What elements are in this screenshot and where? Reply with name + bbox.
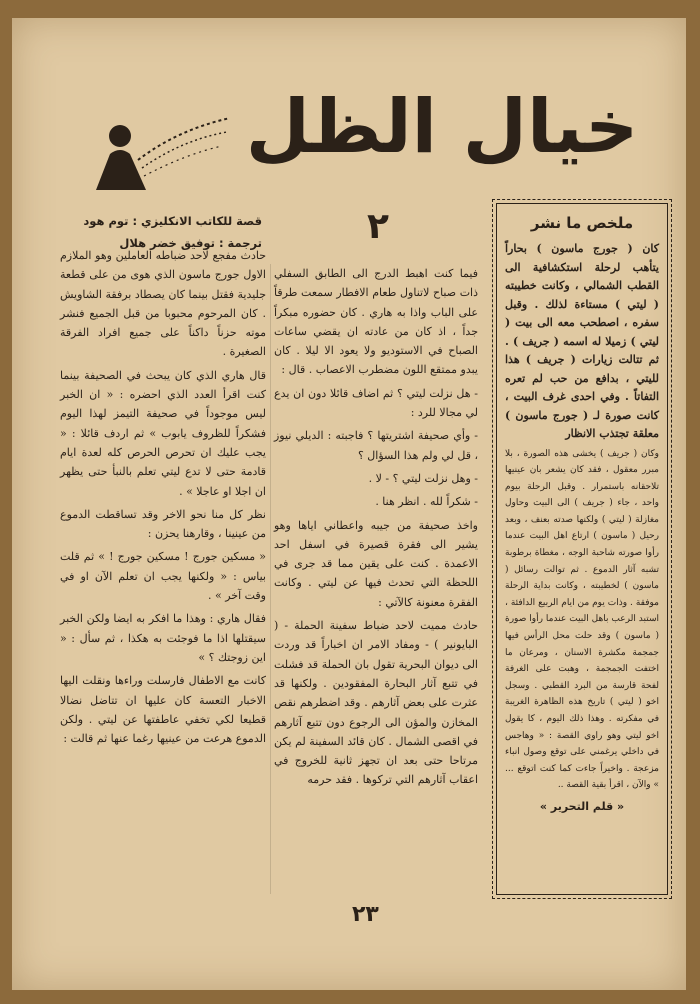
paragraph: - وأي صحيفة اشتريتها ؟ فاجبته : الديلي نيوز ، قل لي ولم هذا السؤال ؟ [274,429,478,462]
middle-text-column [274,264,478,794]
summary-lead-text: كان ( جورج ماسون ) بحاراً يتأهب لرحلة استكشافية الى القطب الشمالي ، وكانت خطيبته ( ليتي ) مستاءة لذلك . وقبل سفره ، اصطحب معه الى بيت ( ليتي ) زميلا له اسمه ( جريف ) . ثم تتالت زيارات ( جريف ) هذا لليتي ، بدافع من حب لم تعره التفاتاً . وفي احدى غرف البيت ، كانت صورة لـ ( جورج ماسون ) معلقة تجتذب الانظار [505,242,659,440]
left-text-column [60,246,266,752]
author-credit: قصة للكاتب الانكليزي : توم هود [83,214,262,228]
translator-credit: ترجمة : توفيق خضر هلال [119,236,262,250]
story-title: خيال الظل [245,84,639,170]
paragraph: - هل نزلت ليتي ؟ ثم اضاف قائلا دون ان يدع لي مجالا للرد : [274,386,478,420]
shadow-figure-illustration [82,110,232,200]
part-number: ٢ [367,206,389,247]
paragraph: حادث مميت لاحد ضباط سفينة الحملة - ( البايونير ) - ومفاد الامر ان اخباراً قد وردت الى ديوان البحرية تقول بان الحملة قد فشلت في تتبع آثار البحارة المفقودين . ولكنها قد عثرت على بعض آثارهم . وقد اضطرهم نقص المخازن والمؤن الى الرجوع دون تتبع آثارهم في اقصى الشمال . كان قائد السفينة لم يكن مرتاحا حتى بعد ان تجهز ثانية للخروج في اعقاب آثارهم التي تركوها . فقد حرمه [274,619,478,787]
paragraph: حادث مفجع لاحد ضباطه العاملين وهو الملازم الاول جورج ماسون الذي هوى من على قطعة جليدية فقتل بينما كان يصطاد برفقة الشاويش . كان المرحوم محبوبا من قبل الجميع فنشر موته حزناً داكناً على جميع افراد الفرقة الصغيرة . [60,249,266,359]
paragraph: نظر كل منا نحو الاخر وقد تساقطت الدموع من عينينا ، وقارهنا يحزن : [60,507,266,541]
paragraph: - شكراً لله . انظر هنا . [375,495,478,509]
summary-title: ملخص ما نشر [530,214,634,232]
summary-body-text: وكان ( جريف ) يخشى هذه الصورة ، بلا مبرر معقول ، فقد كان يشعر بان عينيها تلاحقانه باستمرار . وقبل الرحلة بيوم واحد ، جاء ( جريف ) الى البيت وحاول مغازلة ( ليتي ) ولكنها صدته بعنف ، وبعد رحيل ( ماسون ) ارتاع اهل البيت عندما رأوا صورته شاحبة الوجه ، مغطاة برطوبة تشبه آثار الدموع . ثم توالت رسائل ( ماسون ) لخطيبته ، وكانت بداية الرحلة موفقة . وذات يوم من ايام الربيع الدافئة ، استبد الرعب باهل البيت عندما رأوا صورة ( ماسون ) وقد حلت محل الرأس فيها جمجمة مكشرة الاسنان ، ومرعان ما اختفت الجمجمة ، وهبت على الغرفة لفحة قارسة من البرد القطبي . وسجل اخو ( ليتي ) تاريخ هذه الظاهرة الغريبة في مفكرته . وهذا ذلك اليوم ، كا يقول اخو ليتي وهو راوي القصة : « وهاجس في داخلي يرغمني على توقع وصول انباء مزعجة . واخيراً جاءت كما كنت اتوقع ... » والآن ، اقرأ بقية القصة .. [505,448,659,791]
magazine-page [12,18,686,990]
paragraph: واخذ صحيفة من جيبه واعطاني اياها وهو يشير الى فقرة قصيرة في اسفل احد الاعمدة . كنت على يقين مما قد جرى في اللحظة التي تحدث فيها عن ليتي . وكانت الفقرة معنونة كالآتي : [274,518,478,609]
paragraph: كانت مع الاطفال فارسلت وراءها ونقلت اليها الاخبار التعسة كان عليها ان تتاضل نضالا قطيعا لكي تخفي عاطفتها عن ليتي . ولكن الدموع هرعت من عينيها رغما عنها ثم قالت : [60,674,266,746]
page-number: ٢٣ [352,902,379,927]
paragraph: « مسكين جورج ! مسكين جورج ! » ثم قلت بياس : « ولكنها يجب ان تعلم الآن او في وقت آخر » . [60,550,266,603]
paragraph: فيما كنت اهبط الدرج الى الطابق السفلي ذات صباح لاتناول طعام الافطار سمعت طرقاً على الباب واذا به هاري . كان حضوره مبكراً جداً ، اذ كان من عادته ان يقضي ساعات الصباح في الاستوديو ولا يعود الا ليلا . كان يبدو ممتقع اللون مضطرب الاعصاب . قال : [274,267,478,377]
paragraph: فقال هاري : وهذا ما افكر به ايضا ولكن الخبر سيقتلها اذا ما فوجئت به هكذا ، ثم سأل : « اين زوجتك ؟ » [60,612,266,664]
summary-box [496,203,668,895]
paragraph: قال هاري الذي كان يبحث في الصحيفة بينما كنت اقرأ العدد الذي احضره : « ان الخبر ليس موجوداً في صحيفة التيمز لهذا اليوم فشكراً للظروف يابوب » ثم اردف قائلا : « يجب عليك ان تحرص الحرص كله لعدة ايام قادمة حتى لا تدع ليتي تعلم بالنبأ حتى يظهر ان اجلا او عاجلا » . [60,368,266,498]
summary-signature: « قلم التحرير » [539,799,625,813]
column-divider [270,264,271,894]
paragraph: - وهل نزلت ليتي ؟ - لا . [368,471,478,485]
